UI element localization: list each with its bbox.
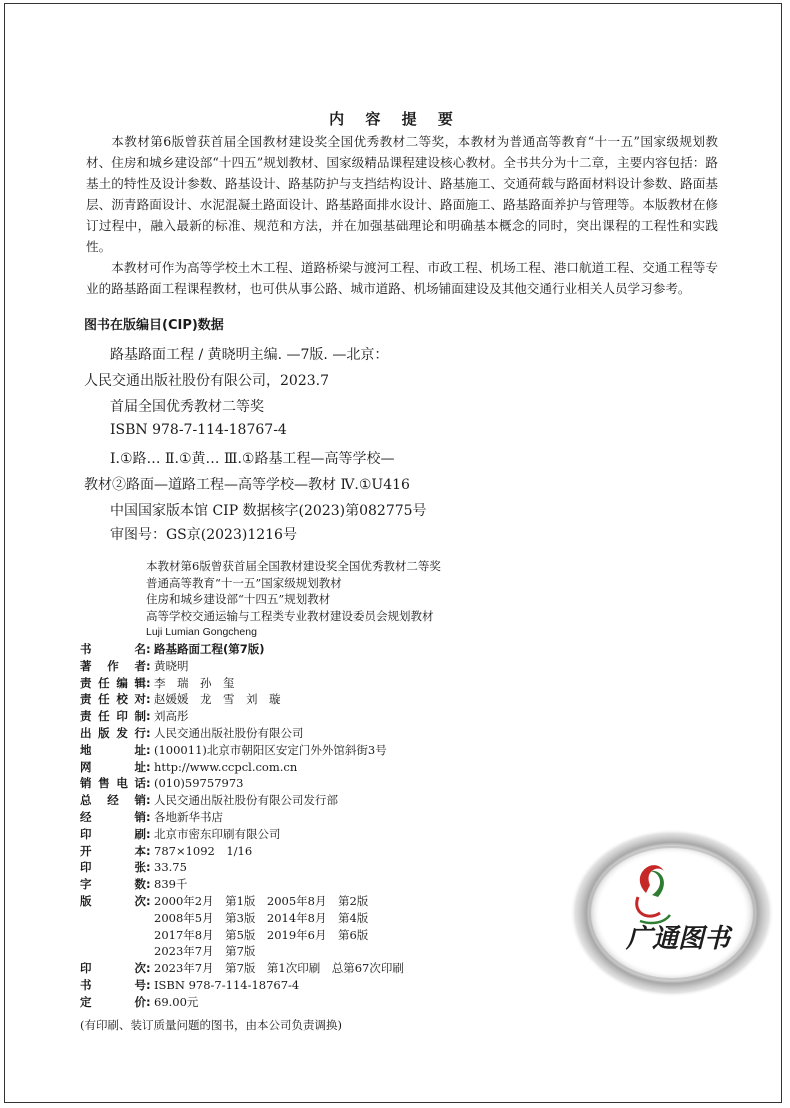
info-label: 责任校对 (80, 692, 146, 707)
series-line: 住房和城乡建设部“十四五”规划教材 (146, 592, 331, 606)
info-row-address: 地址 : (100011)北京市朝阳区安定门外外馆斜街3号 (80, 742, 387, 757)
info-row-editions-cont (80, 943, 404, 960)
info-label: 印刷 (80, 826, 146, 841)
info-value: 北京市密东印刷有限公司 (154, 826, 281, 841)
info-label: 责任印制 (80, 709, 146, 724)
info-row-proofreader: 责任校对 : 赵媛媛 龙 雪 刘 璇 (80, 692, 281, 707)
info-label: 字数 (80, 877, 146, 892)
info-label: 责任编辑 (80, 675, 146, 690)
info-label: 定价 (80, 994, 146, 1009)
info-row-print-run: 印次 : 2023年7月 第7版 第1次印刷 总第67次印刷 (80, 961, 404, 976)
info-label: 开本 (80, 843, 146, 858)
info-value: ISBN 978-7-114-18767-4 (154, 977, 300, 992)
info-value: 839千 (154, 877, 188, 892)
info-row-book-name: 书名 : 路基路面工程(第7版) (80, 642, 265, 656)
info-label: 地址 (80, 742, 146, 757)
info-row-publisher: 出版发行 : 人民交通出版社股份有限公司 (80, 725, 304, 740)
cip-subject-line-1: Ⅰ.①路… Ⅱ.①黄… Ⅲ.①路基工程—高等学校— (110, 451, 395, 467)
info-value: 33.75 (154, 860, 187, 875)
info-label: 书号 (80, 977, 146, 992)
info-value: 人民交通出版社股份有限公司 (154, 725, 304, 740)
stamp-ring (570, 829, 774, 997)
info-label: 印次 (80, 961, 146, 976)
info-value: 2023年7月 第7版 (154, 944, 256, 959)
info-value: 李 瑞 孙 玺 (154, 675, 235, 690)
info-row-sheets: 印张 : 33.75 (80, 860, 187, 875)
series-line: 本教材第6版曾获首届全国教材建设奖全国优秀教材二等奖 (146, 559, 441, 573)
cip-publisher-line: 人民交通出版社股份有限公司，2023.7 (84, 373, 329, 389)
info-value: 黄晓明 (154, 658, 189, 673)
info-value: (010)59757973 (154, 776, 244, 791)
info-label: 书名 (80, 642, 146, 656)
info-row-price: 定价 : 69.00元 (80, 994, 199, 1009)
series-block (146, 558, 441, 641)
summary-paragraph-1: 本教材第6版曾获首届全国教材建设奖全国优秀教材二等奖，本教材为普通高等教育“十一五”国家级规划教材、住房和城乡建设部“十四五”规划教材、国家级精品课程建设核心教材。全书共分为十二章，主要内容包括：路基土的特性及设计参数、路基设计、路基防护与支挡结构设计、路基施工、交通荷载与路面材料设计参数、路面基层、沥青路面设计、水泥混凝土路面设计、路基路面排水设计、路面施工、路基路面养护与管理等。本版教材在修订过程中，融入最新的标准、规范和方法，并在加强基础理论和明确基本概念的同时，突出课程的工程性和实践性。 (86, 134, 718, 254)
series-line: 普通高等教育“十一五”国家级规划教材 (146, 575, 342, 590)
cip-isbn-line: ISBN 978-7-114-18767-4 (110, 422, 287, 438)
series-pinyin: Luji Lumian Gongcheng (146, 626, 257, 638)
summary-paragraph-2: 本教材可作为高等学校土木工程、道路桥梁与渡河工程、市政工程、机场工程、港口航道工程、交通工程等专业的路基路面工程课程教材，也可供从事公路、城市道路、机场铺面建设及其他交通行业相关人员学习参考。 (86, 260, 718, 296)
info-value: 人民交通出版社股份有限公司发行部 (154, 793, 338, 808)
info-row-words: 字数 : 839千 (80, 877, 188, 892)
info-row-format: 开本 : 787×1092 1/16 (80, 843, 253, 858)
info-row-distributor: 总经销 : 人民交通出版社股份有限公司发行部 (80, 793, 338, 808)
info-value: 2023年7月 第7版 第1次印刷 总第67次印刷 (154, 961, 404, 976)
info-row-editor: 责任编辑 : 李 瑞 孙 玺 (80, 675, 235, 690)
info-row-editions-cont (80, 910, 404, 927)
info-label: 经销 (80, 809, 146, 824)
info-label: 版次 (80, 893, 146, 908)
publication-info (80, 641, 404, 1011)
info-value: (100011)北京市朝阳区安定门外外馆斜街3号 (154, 742, 387, 757)
info-row-author: 著作者 : 黄晓明 (80, 658, 189, 673)
info-row-printer: 印刷 : 北京市密东印刷有限公司 (80, 826, 281, 841)
cip-award-line: 首届全国优秀教材二等奖 (110, 399, 264, 415)
info-label: 著作者 (80, 658, 146, 673)
info-label: 总经销 (80, 793, 146, 808)
info-value: http://www.ccpcl.com.cn (154, 759, 298, 774)
footer-note: (有印刷、装订质量问题的图书，由本公司负责调换) (80, 1018, 342, 1032)
publisher-stamp-logo (566, 825, 778, 1001)
info-row-print-supervisor: 责任印制 : 刘高彤 (80, 709, 189, 724)
info-value: 刘高彤 (154, 709, 189, 724)
info-value: 787×1092 1/16 (154, 843, 253, 858)
info-value: 各地新华书店 (154, 809, 223, 824)
info-value: 69.00元 (154, 994, 199, 1009)
info-value: 路基路面工程(第7版) (154, 642, 265, 656)
info-row-phone: 销售电话 : (010)59757973 (80, 776, 244, 791)
info-row-website: 网址 : http://www.ccpcl.com.cn (80, 759, 298, 774)
info-value: 2008年5月 第3版 2014年8月 第4版 (154, 910, 369, 925)
summary-title: 内 容 提 要 (329, 110, 461, 128)
info-row-retailer: 经销 : 各地新华书店 (80, 809, 223, 824)
cip-title-line: 路基路面工程 / 黄晓明主编. —7版. —北京： (110, 347, 389, 363)
info-value: 赵媛媛 龙 雪 刘 璇 (154, 692, 281, 707)
info-value: 2017年8月 第5版 2019年6月 第6版 (154, 927, 369, 942)
cip-map-approval-line: 审图号：GS京(2023)1216号 (110, 527, 297, 543)
info-label: 销售电话 (80, 776, 146, 791)
series-line: 高等学校交通运输与工程类专业教材建设委员会规划教材 (146, 608, 434, 623)
cip-subject-line-2: 教材②路面—道路工程—高等学校—教材 Ⅳ.①U416 (84, 477, 410, 493)
info-label: 出版发行 (80, 725, 146, 740)
info-value: 2000年2月 第1版 2005年8月 第2版 (154, 893, 369, 908)
stamp-text: 广通图书 (625, 924, 731, 954)
info-row-editions-cont (80, 927, 404, 944)
info-row-editions: 版次 : 2000年2月 第1版 2005年8月 第2版 (80, 893, 369, 908)
cip-heading: 图书在版编目(CIP)数据 (84, 318, 224, 333)
cip-number-line: 中国国家版本馆 CIP 数据核字(2023)第082775号 (110, 503, 427, 519)
info-label: 网址 (80, 759, 146, 774)
info-label: 印张 (80, 860, 146, 875)
info-row-isbn: 书号 : ISBN 978-7-114-18767-4 (80, 977, 300, 992)
